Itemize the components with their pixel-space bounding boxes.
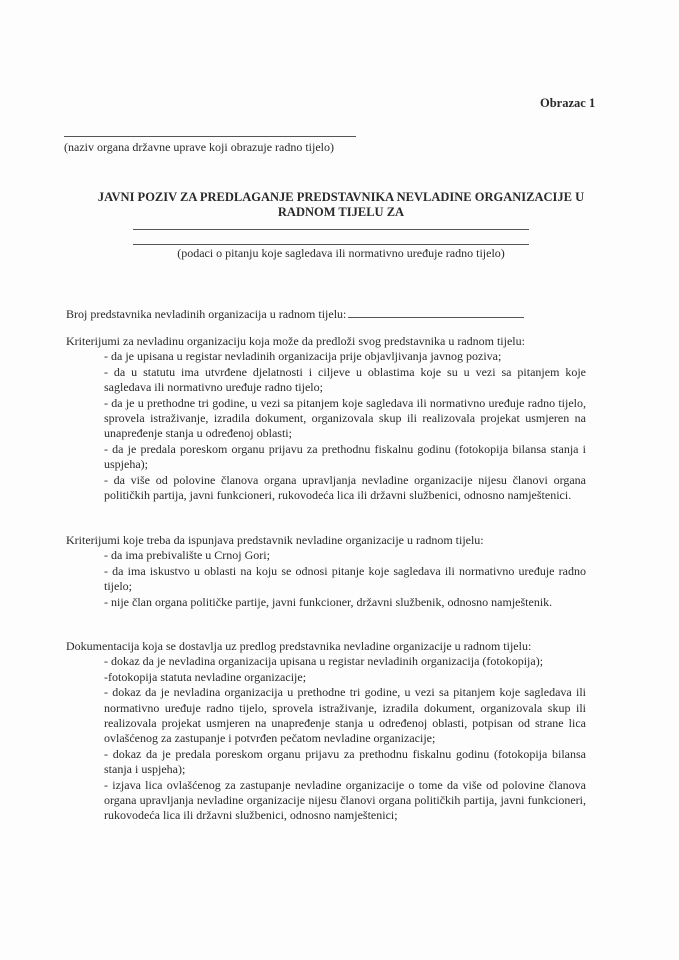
- list-item: - da je u prethodne tri godine, u vezi sa pitanjem koje sagledava ili normativno uređuje radno tijelo, sprovela istraživanje, izradila dokument, organizovala skup ili realizovala projekat usmjeren na unapređenje stanja u određenoj oblasti;: [104, 395, 586, 441]
- documentation-list: [66, 654, 586, 823]
- org-criteria-heading: Kriterijumi za nevladinu organizaciju koja može da predloži svog predstavnika u radnom tijelu:: [66, 334, 525, 348]
- count-blank-line: [348, 306, 524, 318]
- form-number: Obrazac 1: [540, 96, 596, 110]
- document-title: [60, 190, 622, 220]
- list-item: - izjava lica ovlašćenog za zastupanje nevladine organizacije o tome da više od polovine članova organa upravljanja nevladine organizacije nijesu članovi organa političkih partija, javni funkcioneri, rukovodeća lica ili državni službenici, odnosno namještenici;: [104, 777, 586, 823]
- rep-criteria-section: [66, 533, 586, 610]
- title-line-1: JAVNI POZIV ZA PREDLAGANJE PREDSTAVNIKA NEVLADINE ORGANIZACIJE U: [97, 190, 585, 204]
- list-item: - da je upisana u registar nevladinih organizacija prije objavljivanja javnog poziva;: [104, 349, 502, 364]
- subject-blank-line-1: [133, 229, 529, 230]
- org-criteria-section: [66, 334, 586, 503]
- list-item: - da u statutu ima utvrđene djelatnosti i ciljeve u oblastima koje su u vezi sa pitanjem koje sagledava ili normativno uređuje radno tijelo;: [104, 364, 586, 395]
- list-item: -fotokopija statuta nevladine organizacije;: [104, 669, 307, 684]
- org-name-caption: (naziv organa državne uprave koji obrazuje radno tijelo): [64, 140, 334, 154]
- subject-caption: (podaci o pitanju koje sagledava ili normativno uređuje radno tijelo): [177, 246, 505, 260]
- list-item: - da ima prebivalište u Crnoj Gori;: [104, 548, 270, 563]
- count-label: Broj predstavnika nevladinih organizacija u radnom tijelu:: [66, 307, 347, 321]
- org-criteria-list: [66, 349, 586, 503]
- list-item: - nije član organa političke partije, javni funkcioner, državni službenik, odnosno namještenik.: [104, 594, 553, 609]
- documentation-section: [66, 639, 586, 824]
- list-item: - dokaz da je nevladina organizacija upisana u registar nevladinih organizacija (fotokopija);: [104, 654, 544, 669]
- list-item: - da ima iskustvo u oblasti na koju se odnosi pitanje koje sagledava ili normativno uređuje radno tijelo;: [104, 563, 586, 594]
- list-item: - da više od polovine članova organa upravljanja nevladine organizacije nijesu članovi organa političkih partija, javni funkcioneri, rukovodeća lica ili državni službenici, odnosno namještenici.: [104, 472, 586, 503]
- list-item: - dokaz da je nevladina organizacija u prethodne tri godine, u vezi sa pitanjem koje sagledava ili normativno uređuje radno tijelo, sprovela istraživanje, izradila dokument, organizovala skup ili realizovala projekat usmjeren na unapređenje stanja u određenoj oblasti, potpisan od strane lica ovlašćenog za zastupanje i potvrđen pečatom nevladine organizacije;: [104, 685, 586, 746]
- list-item: - da je predala poreskom organu prijavu za prethodnu fiskalnu godinu (fotokopija bilansa stanja i uspjeha);: [104, 441, 586, 472]
- org-name-blank-line: [64, 136, 356, 137]
- rep-criteria-heading: Kriterijumi koje treba da ispunjava predstavnik nevladine organizacije u radnom tijelu:: [66, 533, 484, 547]
- documentation-heading: Dokumentacija koja se dostavlja uz predlog predstavnika nevladine organizacije u radnom tijelu:: [66, 639, 532, 653]
- title-line-2: RADNOM TIJELU ZA: [277, 205, 405, 219]
- subject-blank-line-2: [133, 244, 529, 245]
- count-section: [66, 306, 586, 322]
- list-item: - dokaz da je predala poreskom organu prijavu za prethodnu fiskalnu godinu (fotokopija bilansa stanja i uspjeha);: [104, 746, 586, 777]
- rep-criteria-list: [66, 548, 586, 610]
